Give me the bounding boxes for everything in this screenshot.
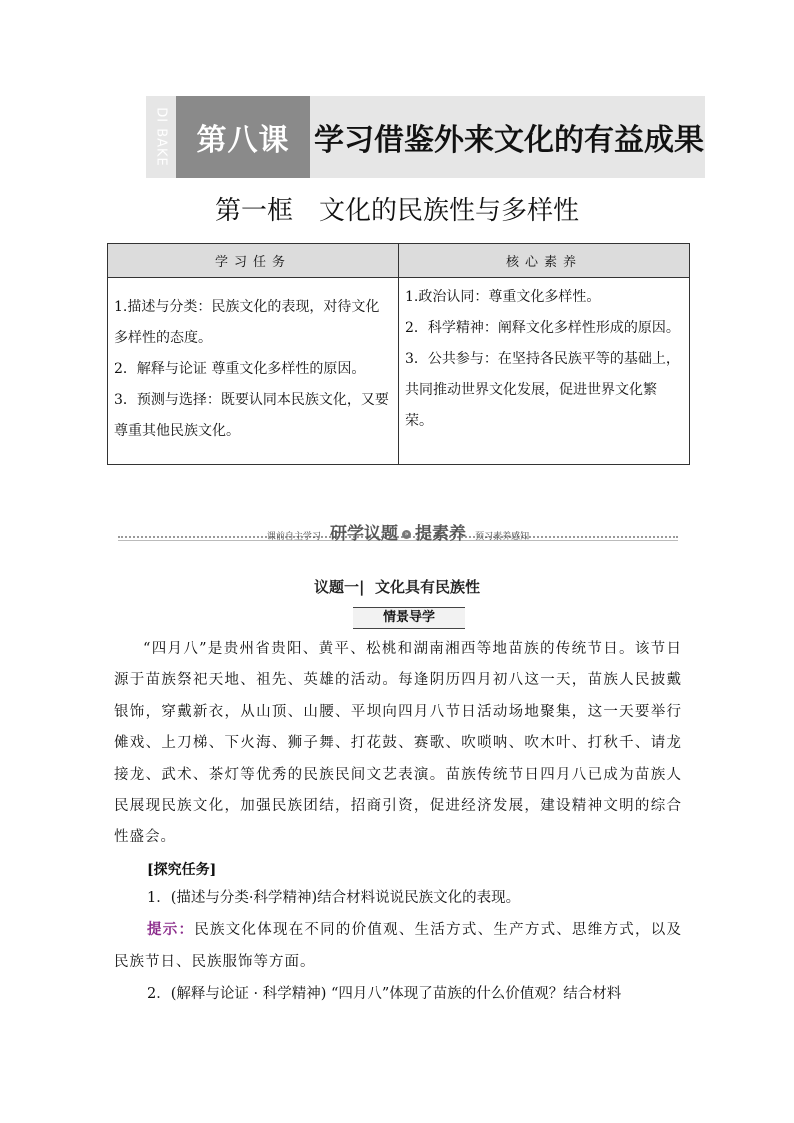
divider-left-small: 课前自主学习 — [266, 532, 321, 542]
hint-text: 民族文化体现在不同的价值观、生活方式、生产方式、思维方式，以及民族节日、民族服饰等方面。 — [114, 922, 683, 970]
divider-label — [118, 519, 678, 544]
banner-side-text: DI BAKE — [153, 107, 169, 167]
header-core-literacy: 核心素养 — [505, 255, 582, 270]
objectives-header-row — [108, 244, 689, 278]
divider-left-big: 研学议题 — [330, 524, 398, 544]
lesson-number: 第八课 — [176, 96, 310, 178]
core-literacy-item: 1.政治认同：尊重文化多样性。 — [405, 289, 601, 305]
banner-side-strip — [146, 96, 176, 178]
objectives-body-row — [108, 278, 689, 464]
section-divider — [118, 519, 678, 544]
learning-task-item: 3．预测与选择：既要认同本民族文化，又要尊重其他民族文化。 — [114, 392, 389, 439]
lesson-title: 学习借鉴外来文化的有益成果 — [314, 123, 704, 158]
divider-right-small: 预习素养感知 — [475, 532, 530, 542]
header-learning-tasks: 学习任务 — [108, 244, 399, 277]
divider-arrow-icon: » — [402, 530, 411, 539]
question-2: 2．(解释与论证 · 科学精神) “四月八”体现了苗族的什么价值观？结合材料 — [147, 986, 622, 1002]
core-literacy-cell — [399, 278, 689, 464]
section-title: 第一框 文化的民族性与多样性 — [214, 196, 579, 226]
scene-label: 情景导学 — [353, 607, 465, 629]
divider-right-big: 提素养 — [415, 524, 466, 544]
core-literacy-item: 3．公共参与：在坚持各民族平等的基础上，共同推动世界文化发展，促进世界文化繁荣。 — [405, 351, 680, 429]
learning-tasks-cell — [108, 278, 399, 464]
lesson-banner — [146, 96, 705, 178]
task-heading: [探究任务] — [147, 862, 217, 878]
core-literacy-item: 2．科学精神：阐释文化多样性形成的原因。 — [405, 320, 680, 336]
question-1: 1．(描述与分类·科学精神)结合材料说说民族文化的表现。 — [147, 890, 521, 906]
objectives-table — [107, 243, 690, 465]
hint-label: 提示： — [147, 921, 195, 938]
hint-answer — [114, 914, 682, 978]
learning-task-item: 2．解释与论证 尊重文化多样性的原因。 — [114, 361, 366, 377]
scenario-passage: “四月八”是贵州省贵阳、黄平、松桃和湖南湘西等地苗族的传统节日。该节日源于苗族祭祀天地、祖先、英雄的活动。每逢阴历四月初八这一天，苗族人民披戴银饰，穿戴新衣，从山顶、山腰、平坝向四月八节日活动场地聚集，这一天要举行傩戏、上刀梯、下火海、狮子舞、打花鼓、赛歌、吹唢呐、吹木叶、打秋千、请龙接龙、武术、茶灯等优秀的民族民间文艺表演。苗族传统节日四月八已成为苗族人民展现民族文化，加强民族团结，招商引资，促进经济发展，建设精神文明的综合性盛会。 — [114, 641, 682, 846]
learning-task-item: 1.描述与分类：民族文化的表现，对待文化多样性的态度。 — [114, 299, 380, 346]
topic-title: 议题一| 文化具有民族性 — [314, 578, 480, 596]
